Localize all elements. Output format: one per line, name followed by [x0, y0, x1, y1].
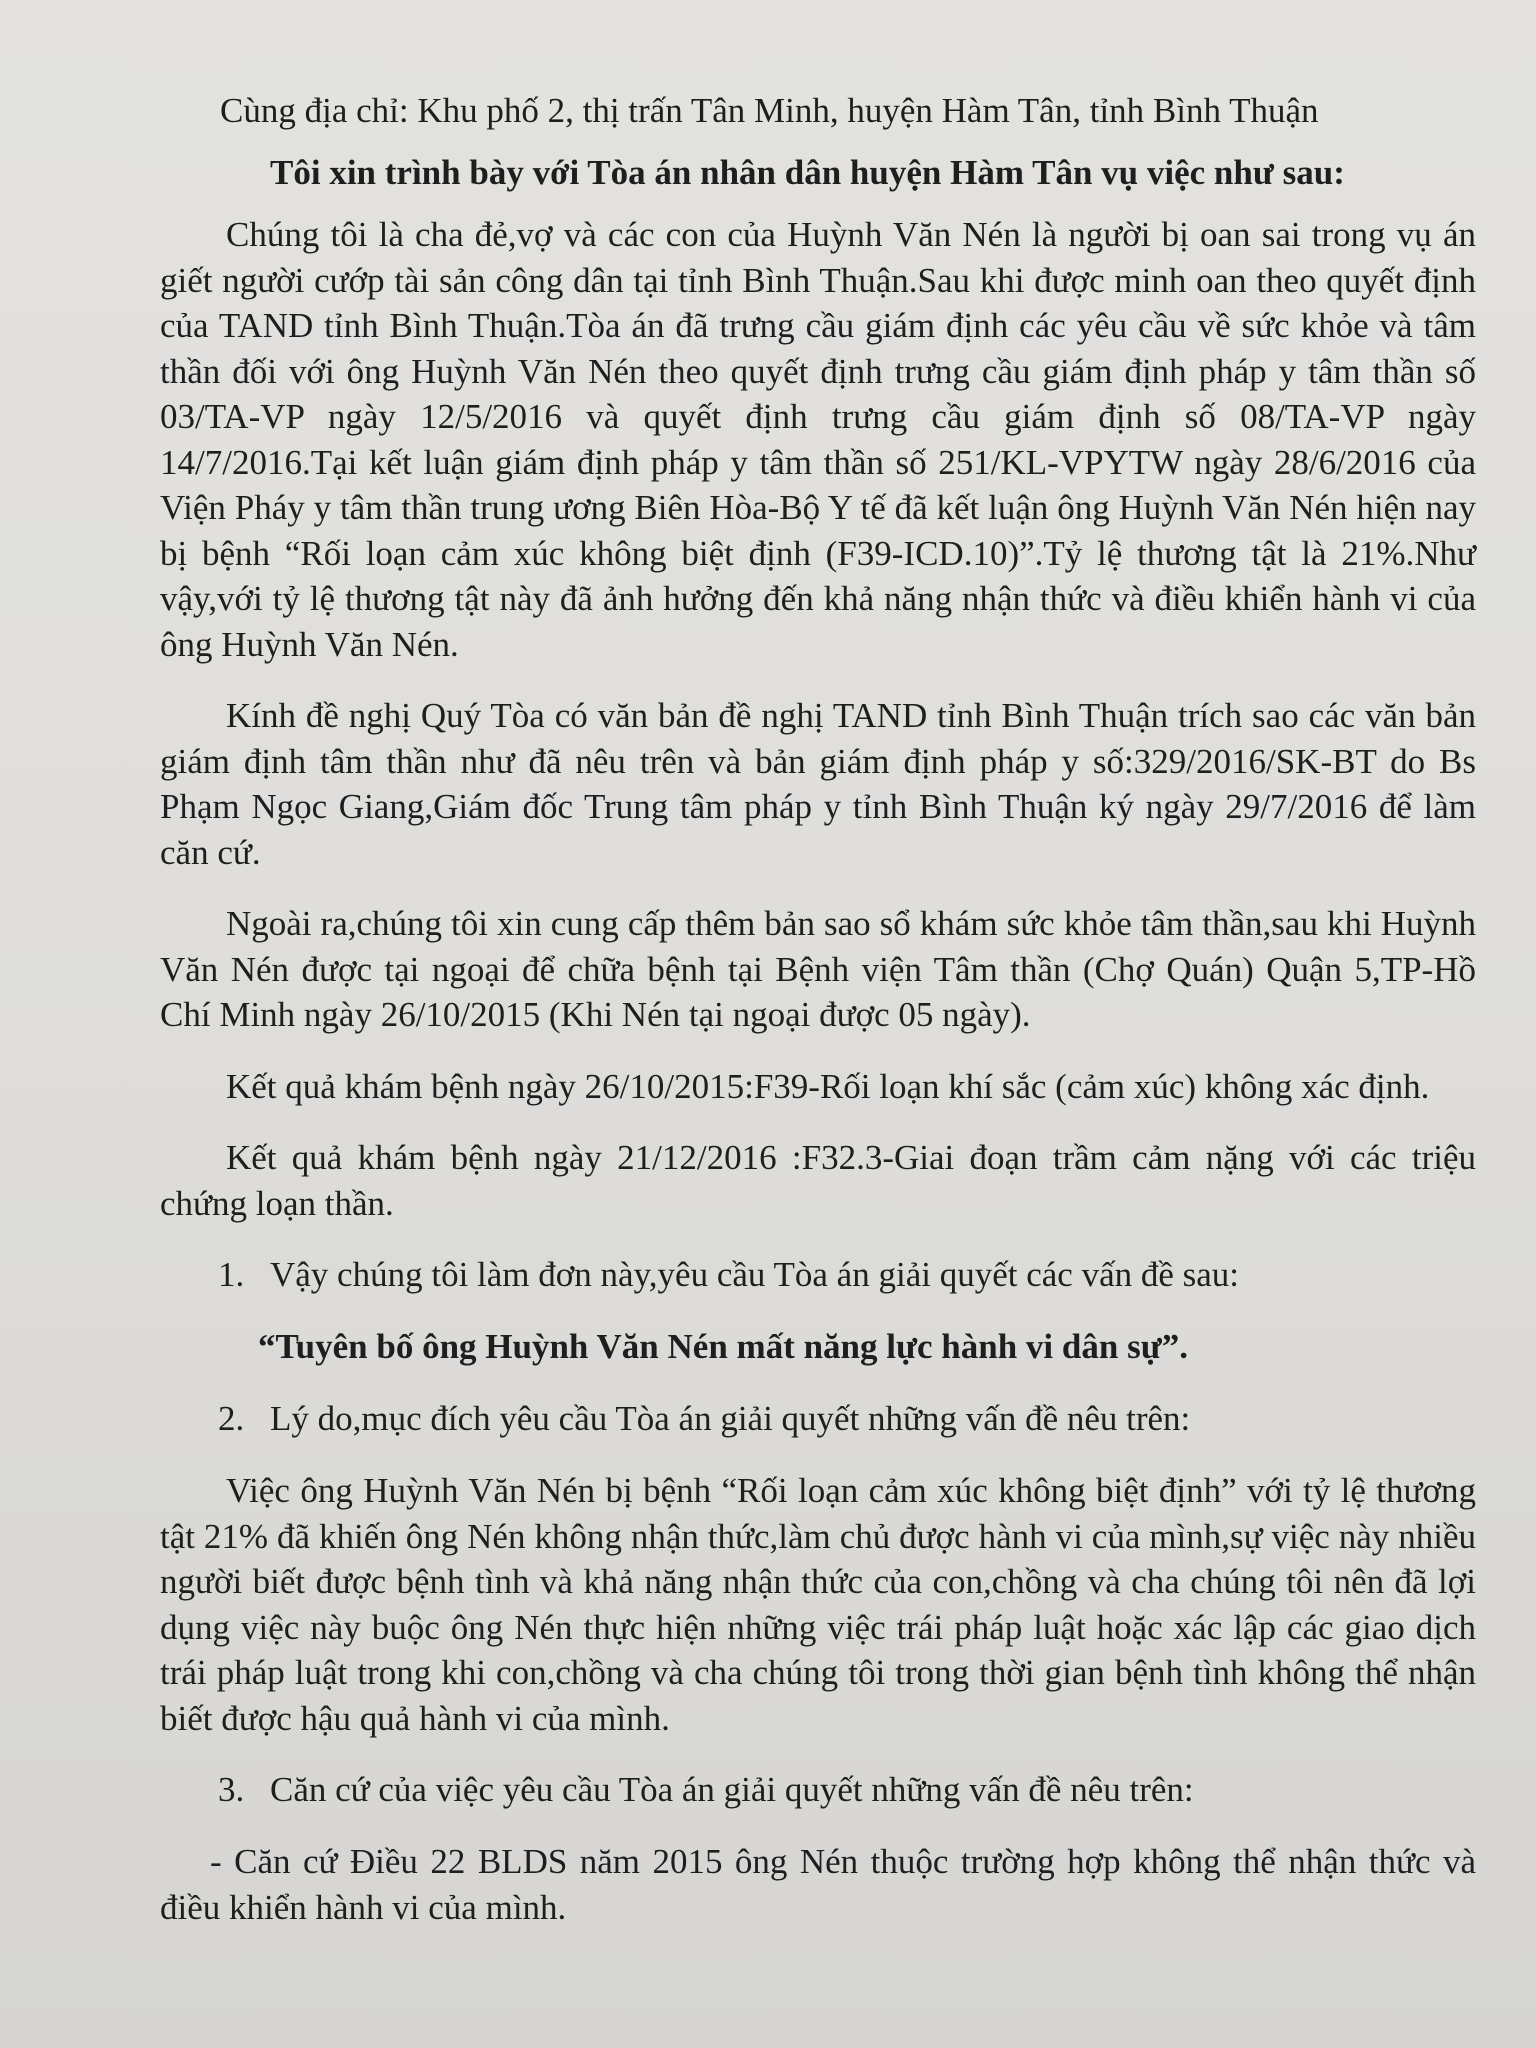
paragraph-exam-result-2016: Kết quả khám bệnh ngày 21/12/2016 :F32.3-Giai đoạn trầm cảm nặng với các triệu chứng loạn thần. [160, 1138, 1476, 1223]
paragraph-background: Chúng tôi là cha đẻ,vợ và các con của Huỳnh Văn Nén là người bị oan sai trong vụ án giết người cướp tài sản công dân tại tỉnh Bình Thuận.Sau khi được minh oan theo quyết định của TAND tỉnh Bình Thuận.Tòa án đã trưng cầu giám định các yêu cầu về sức khỏe và tâm thần đối với ông Huỳnh Văn Nén theo quyết định trưng cầu giám định pháp y tâm thần số 03/TA-VP ngày 12/5/2016 và quyết định trưng cầu giám định số 08/TA-VP ngày 14/7/2016.Tại kết luận giám định pháp y tâm thần số 251/KL-VPYTW ngày 28/6/2016 của Viện Pháy y tâm thần trung ương Biên Hòa-Bộ Y tế đã kết luận ông Huỳnh Văn Nén hiện nay bị bệnh “Rối loạn cảm xúc không biệt định (F39-ICD.10)”.Tỷ lệ thương tật là 21%.Như vậy,với tỷ lệ thương tật này đã ảnh hưởng đến khả năng nhận thức và điều khiển hành vi của ông Huỳnh Văn Nén. [160, 215, 1476, 664]
item-text: Lý do,mục đích yêu cầu Tòa án giải quyết những vấn đề nêu trên: [270, 1399, 1191, 1438]
numbered-item-2 [160, 1396, 1476, 1442]
address-line: Cùng địa chỉ: Khu phố 2, thị trấn Tân Minh, huyện Hàm Tân, tỉnh Bình Thuận [220, 91, 1319, 130]
paragraph-request-copies: Kính đề nghị Quý Tòa có văn bản đề nghị TAND tỉnh Bình Thuận trích sao các văn bản giám định tâm thần như đã nêu trên và bản giám định pháp y số:329/2016/SK-BT do Bs Phạm Ngọc Giang,Giám đốc Trung tâm pháp y tỉnh Bình Thuận ký ngày 29/7/2016 để làm căn cứ. [160, 696, 1476, 872]
paragraph-legal-basis: - Căn cứ Điều 22 BLDS năm 2015 ông Nén thuộc trường hợp không thể nhận thức và điều khiển hành vi của mình. [160, 1842, 1476, 1927]
request-statement: “Tuyên bố ông Huỳnh Văn Nén mất năng lực hành vi dân sự”. [258, 1327, 1188, 1366]
paragraph-additional-records: Ngoài ra,chúng tôi xin cung cấp thêm bản sao sổ khám sức khỏe tâm thần,sau khi Huỳnh Văn Nén được tại ngoại để chữa bệnh tại Bệnh viện Tâm thần (Chợ Quán) Quận 5,TP-Hồ Chí Minh ngày 26/10/2015 (Khi Nén tại ngoại được 05 ngày). [160, 904, 1476, 1034]
item-number: 2. [218, 1399, 245, 1438]
item-text: Vậy chúng tôi làm đơn này,yêu cầu Tòa án giải quyết các vấn đề sau: [270, 1255, 1240, 1294]
item-number: 1. [218, 1255, 245, 1294]
item-text: Căn cứ của việc yêu cầu Tòa án giải quyết những vấn đề nêu trên: [270, 1770, 1194, 1809]
paragraph-exam-result-2015: Kết quả khám bệnh ngày 26/10/2015:F39-Rối loạn khí sắc (cảm xúc) không xác định. [226, 1066, 1430, 1106]
statement-heading: Tôi xin trình bày với Tòa án nhân dân huyện Hàm Tân vụ việc như sau: [270, 153, 1345, 192]
item-number: 3. [218, 1770, 245, 1809]
paragraph-reason: Việc ông Huỳnh Văn Nén bị bệnh “Rối loạn cảm xúc không biệt định” với tỷ lệ thương tật 21% đã khiến ông Nén không nhận thức,làm chủ được hành vi của mình,sự việc này nhiều người biết được bệnh tình và khả năng nhận thức của con,chồng và cha chúng tôi nên đã lợi dụng việc này buộc ông Nén thực hiện những việc trái pháp luật hoặc xác lập các giao dịch trái pháp luật trong khi con,chồng và cha chúng tôi trong thời gian bệnh tình không thể nhận biết được hậu quả hành vi của mình. [160, 1471, 1476, 1738]
numbered-item-1 [160, 1252, 1476, 1298]
numbered-item-3 [160, 1767, 1476, 1813]
